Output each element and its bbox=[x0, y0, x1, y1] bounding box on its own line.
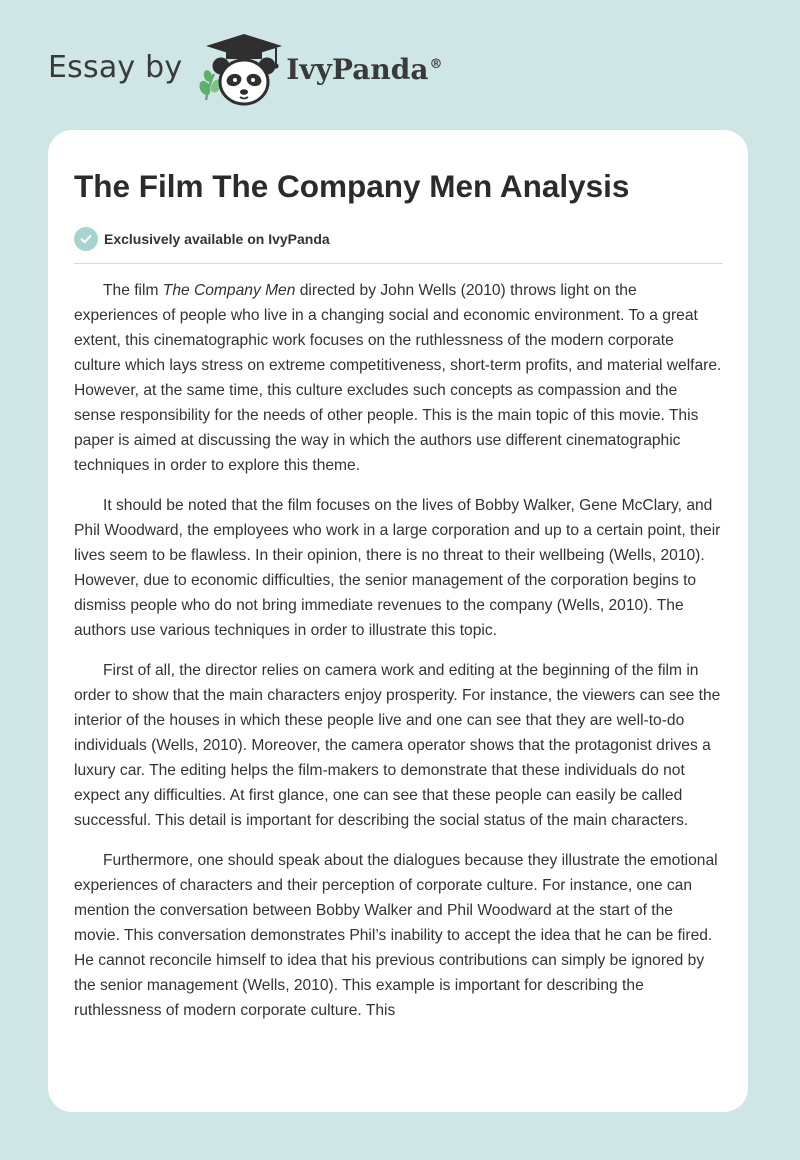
paragraph: First of all, the director relies on camera work and editing at the beginning of the film in order to show that the main characters enjoy prosperity. For instance, the viewers can see the interior of the houses in which these people live and one can see that they are well-to-do individuals (Wells, 2010). Moreover, the camera operator shows that the protagonist drives a luxury car. The editing helps the film-makers to demonstrate that these individuals do not expect any difficulties. At first glance, one can see that these people can easily be called successful. This detail is important for describing the social status of the main characters. bbox=[74, 662, 721, 829]
checkmark-icon bbox=[74, 227, 98, 251]
exclusive-badge bbox=[74, 226, 723, 252]
brand-name-text: IvyPanda bbox=[286, 52, 429, 86]
paragraph-text: directed by John Wells (2010) throws light on the experiences of people who live in a changing social and economic environment. To a great extent, this cinematographic work focuses on the ruthlessness of the modern corporate culture which lays stress on extreme competitiveness, short-term profits, and material welfare. However, at the same time, this culture excludes such concepts as compassion and the sense responsibility for the needs of other people. This is the main topic of this movie. This paper is aimed at discussing the way in which the authors use different cinematographic techniques in order to explore this theme. bbox=[74, 282, 722, 474]
registered-mark: ® bbox=[429, 57, 443, 73]
brand-name bbox=[286, 53, 442, 86]
essay-content bbox=[74, 130, 723, 1038]
paragraph bbox=[74, 278, 723, 478]
brand-header[interactable] bbox=[48, 30, 442, 110]
essay-card bbox=[48, 130, 748, 1112]
page-title: The Film The Company Men Analysis bbox=[74, 168, 630, 204]
brand-prefix: Essay by bbox=[48, 49, 183, 85]
essay-body bbox=[74, 278, 723, 1023]
film-title: The Company Men bbox=[162, 282, 296, 299]
paragraph-text: The film bbox=[103, 282, 163, 299]
divider bbox=[74, 263, 723, 264]
paragraph: Furthermore, one should speak about the dialogues because they illustrate the emotional experiences of characters and their perception of corporate culture. For instance, one can mention the conversation between Bobby Walker and Phil Woodward at the start of the movie. This conversation demonstrates Phil’s inability to accept the idea that he can be fired. He cannot reconcile himself to idea that his previous contributions can simply be ignored by the senior management (Wells, 2010). This example is important for describing the ruthlessness of modern corporate culture. This bbox=[74, 852, 718, 1019]
panda-logo-icon bbox=[196, 30, 286, 110]
exclusive-label: Exclusively available on IvyPanda bbox=[104, 231, 330, 247]
paragraph: It should be noted that the film focuses on the lives of Bobby Walker, Gene McClary, and Phil Woodward, the employees who work in a large corporation and up to a certain point, their lives seem to be flawless. In their opinion, there is no threat to their wellbeing (Wells, 2010). However, due to economic difficulties, the senior management of the corporation begins to dismiss people who do not bring immediate revenues to the company (Wells, 2010). The authors use various techniques in order to illustrate this topic. bbox=[74, 497, 721, 639]
